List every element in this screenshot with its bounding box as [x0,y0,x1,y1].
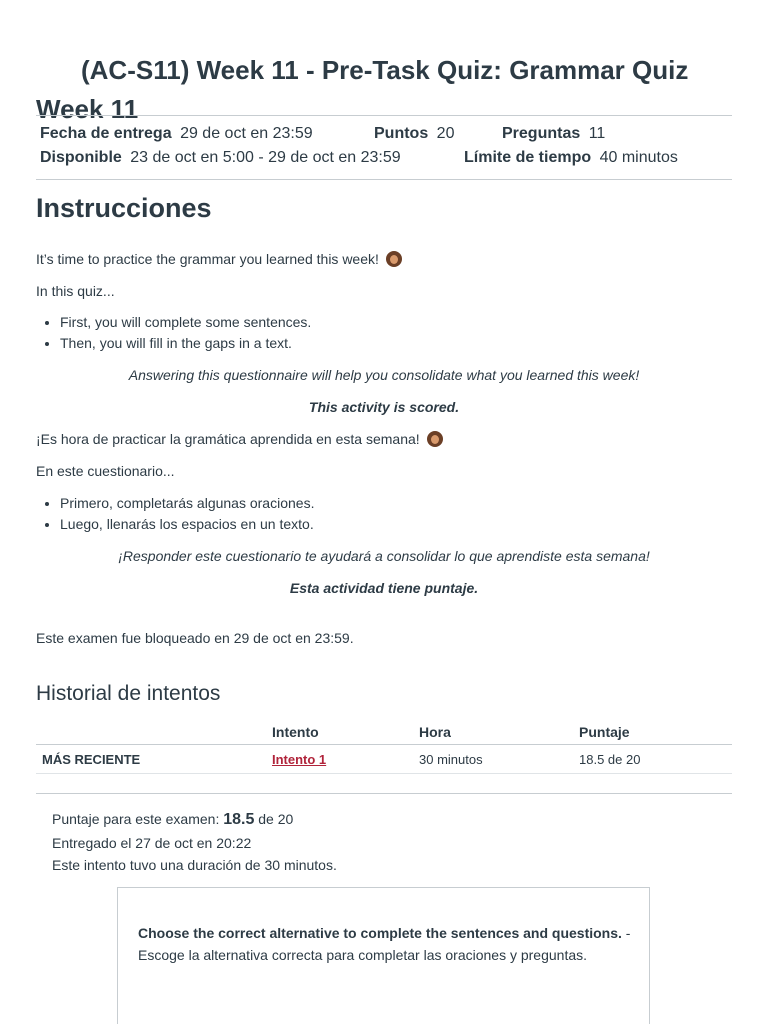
instructions-italic-es: ¡Responder este cuestionario te ayudará a consolidar lo que aprendiste esta semana! [118,548,650,564]
points-value: 20 [436,125,455,142]
column-header [36,720,266,745]
woman-facepalming-icon [427,431,443,447]
quiz-title-line2: Week 11 [36,94,139,125]
column-header-attempt: Intento [266,720,413,745]
question-box [117,887,650,1024]
time-limit-label: Límite de tiempo [464,149,592,166]
attempt-score: 18.5 de 20 [573,745,732,774]
points [374,125,454,143]
list-item: • First, you will complete some sentences. [60,312,311,333]
due-date [40,125,313,143]
instructions-scored-en: This activity is scored. [308,399,460,415]
attempt-history-heading: Historial de intentos [36,682,221,705]
availability [40,149,401,167]
quiz-title-line1: (AC-S11) Week 11 - Pre-Task Quiz: Grammar Quiz [81,55,689,86]
attempt-link[interactable]: Intento 1 [272,751,327,767]
question-prompt [138,922,633,966]
quiz-meta-row-2 [40,149,732,169]
meta-divider [36,179,732,180]
available-value: 23 de oct en 5:00 - 29 de oct en 23:59 [130,149,401,166]
instructions-heading: Instrucciones [36,193,212,223]
submitted-date: Entregado el 27 de oct en 20:22 [52,835,252,851]
header-divider [36,115,732,116]
instructions-intro-en [36,251,402,267]
quiz-title [36,51,736,129]
score-value: 18.5 [223,811,255,828]
quiz-meta-row-1 [40,125,732,145]
attempt-duration: Este intento tuvo una duración de 30 minutos. [52,857,337,873]
woman-facepalming-icon [386,251,402,267]
instructions-intro-en-text: It’s time to practice the grammar you learned this week! [36,251,379,267]
instructions-intro-es-text: ¡Es hora de practicar la gramática aprendida en esta semana! [36,431,420,447]
instructions-lead-es: En este cuestionario... [36,463,175,479]
table-row [36,745,732,774]
score-suffix: de 20 [258,811,294,827]
time-limit [464,149,678,167]
due-value: 29 de oct en 23:59 [180,125,313,142]
instructions-lead-en: In this quiz... [36,283,115,299]
attempt-history-table [36,720,732,774]
available-label: Disponible [40,149,122,166]
attempt-time: 30 minutos [413,745,573,774]
due-label: Fecha de entrega [40,125,172,142]
history-divider [36,793,732,794]
score-prefix: Puntaje para este examen: [52,811,220,827]
column-header-time: Hora [413,720,573,745]
instructions-italic-en: Answering this questionnaire will help you consolidate what you learned this week! [128,367,640,383]
column-header-score: Puntaje [573,720,732,745]
quiz-score [52,811,293,829]
instructions-intro-es [36,431,443,447]
points-label: Puntos [374,125,429,142]
question-prompt-rest: - Escoge la alternativa correcta para completar las oraciones y preguntas. [138,925,631,963]
table-header-row [36,720,732,745]
attempt-cell [266,745,413,774]
list-item: • Luego, llenarás los espacios en un texto. [60,514,314,535]
time-limit-value: 40 minutos [599,149,678,166]
list-item: • Primero, completarás algunas oraciones. [60,493,314,514]
question-prompt-bold: Choose the correct alternative to complete the sentences and questions. [138,925,622,941]
instructions-scored-es: Esta actividad tiene puntaje. [289,580,479,596]
instructions-list-en [36,312,311,354]
quiz-lock-notice: Este examen fue bloqueado en 29 de oct en 23:59. [36,630,354,646]
questions-value: 11 [588,125,606,142]
instructions-list-es [36,493,314,535]
most-recent-label: MÁS RECIENTE [36,745,266,774]
questions [502,125,605,143]
questions-label: Preguntas [502,125,581,142]
list-item: • Then, you will fill in the gaps in a text. [60,333,311,354]
